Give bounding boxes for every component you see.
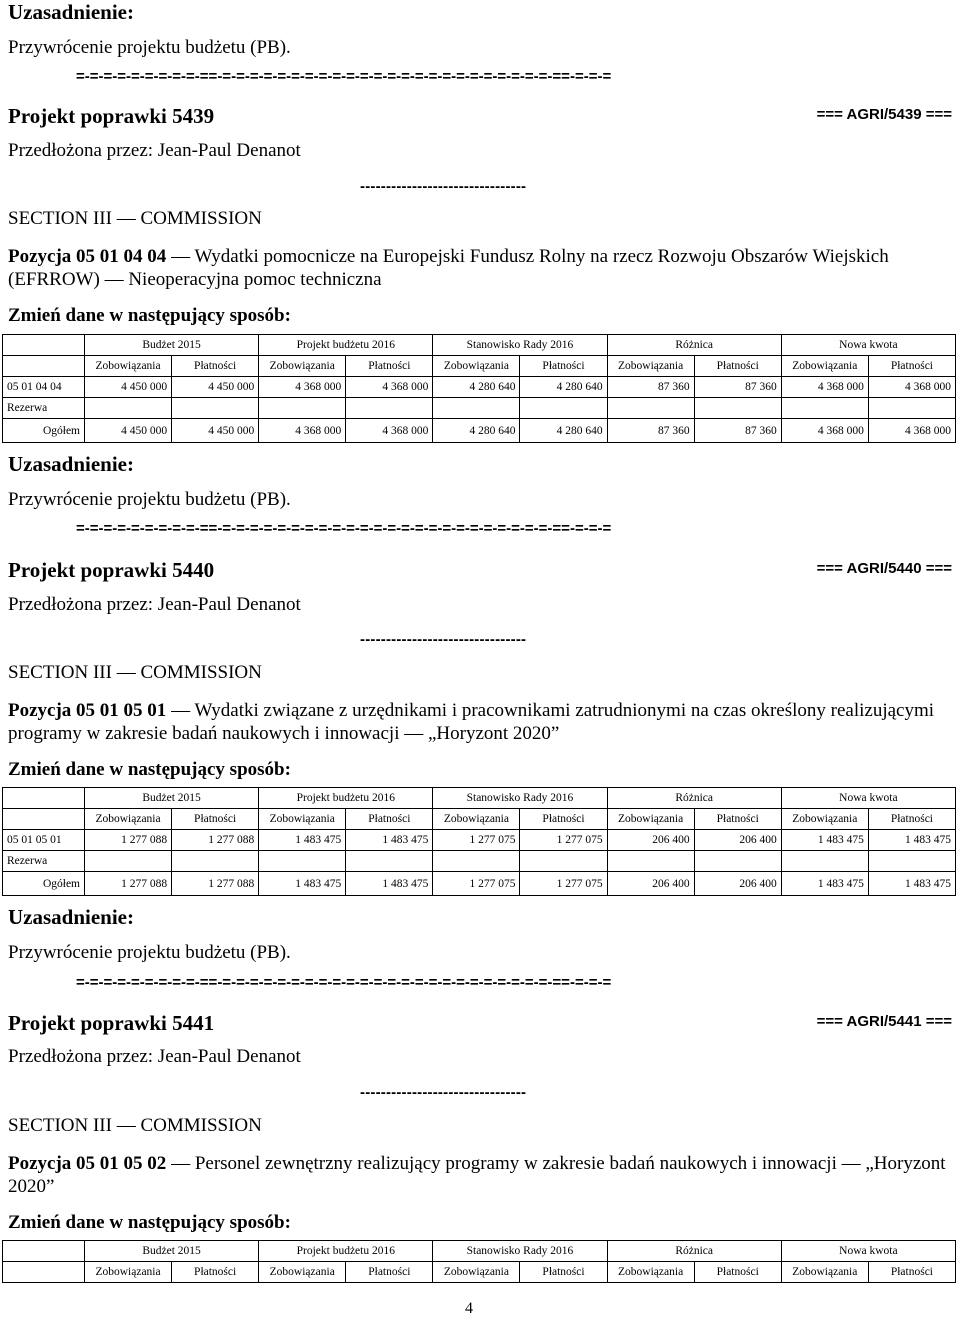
row-label: Ogółem (3, 419, 85, 443)
sub-header: Płatności (172, 356, 259, 377)
col-group-header: Różnica (607, 1241, 781, 1262)
sub-header: Płatności (346, 356, 433, 377)
sub-header: Zobowiązania (781, 1262, 868, 1283)
sub-header: Płatności (694, 809, 781, 830)
row-label: 05 01 05 01 (3, 830, 85, 851)
cell: 4 450 000 (85, 377, 172, 398)
cell: 4 450 000 (172, 377, 259, 398)
budget-table (2, 1240, 956, 1283)
col-group-header: Nowa kwota (781, 1241, 955, 1262)
col-group-header: Projekt budżetu 2016 (259, 788, 433, 809)
table-row (3, 398, 956, 419)
table-row (3, 851, 956, 872)
col-group-header: Stanowisko Rady 2016 (433, 1241, 607, 1262)
cell: 4 368 000 (259, 377, 346, 398)
dashes-line: -------------------------------- (360, 1084, 527, 1101)
justification-text-top: Przywrócenie projektu budżetu (PB). (8, 37, 291, 58)
col-group-header: Stanowisko Rady 2016 (433, 335, 607, 356)
sub-header: Zobowiązania (85, 809, 172, 830)
budget-table (2, 334, 956, 443)
cell: 87 360 (607, 377, 694, 398)
cell: 4 368 000 (868, 419, 955, 443)
row-label: Rezerwa (3, 851, 85, 872)
cell: 206 400 (694, 830, 781, 851)
cell: 206 400 (607, 830, 694, 851)
cell: 4 280 640 (520, 377, 607, 398)
cell: 87 360 (694, 377, 781, 398)
position-text: Wydatki pomocnicze na Europejski Fundusz Rolny na rzecz Rozwoju Obszarów Wiejskich (EFRROW) — Nieoperacyjna pomoc techniczna (8, 246, 889, 290)
row-label: 05 01 04 04 (3, 377, 85, 398)
sub-header: Zobowiązania (433, 809, 520, 830)
budget-position: Pozycja 05 01 05 02 — Personel zewnętrzny realizujący programy w zakresie badań naukowych i innowacji — „Horyzont 2020” (8, 1153, 946, 1197)
sub-header: Płatności (520, 1262, 607, 1283)
separator-line: =-=-=-=-=-=-=-=-=-==-=-=-=-=-=-=-=-=-=-=-=-=-=-=-=-=-=-=-=-=-=-=-=-=-==-=-=-= (76, 974, 612, 991)
tabled-by: Przedłożona przez: Jean-Paul Denanot (8, 140, 301, 161)
cell: 1 277 088 (172, 872, 259, 896)
amendment-title: Projekt poprawki 5441 (8, 1011, 215, 1035)
amendment-ref: === AGRI/5441 === (816, 1013, 952, 1030)
cell: 4 280 640 (433, 377, 520, 398)
cell: 4 368 000 (346, 419, 433, 443)
cell: 1 277 088 (85, 872, 172, 896)
budget-position: Pozycja 05 01 05 01 — Wydatki związane z urzędnikami i pracownikami zatrudnionymi na czas określony realizującymi programy w zakresie badań naukowych i innowacji — „Horyzont 2020” (8, 700, 935, 744)
cell: 1 277 075 (520, 872, 607, 896)
tabled-by: Przedłożona przez: Jean-Paul Denanot (8, 594, 301, 615)
cell: 1 483 475 (868, 872, 955, 896)
cell: 4 368 000 (346, 377, 433, 398)
col-group-header: Nowa kwota (781, 335, 955, 356)
justification-heading-top: Uzasadnienie: (8, 0, 134, 24)
col-group-header: Różnica (607, 335, 781, 356)
separator-line: =-=-=-=-=-=-=-=-=-==-=-=-=-=-=-=-=-=-=-=-=-=-=-=-=-=-=-=-=-=-=-=-=-=-==-=-=-= (76, 68, 612, 85)
position-code: Pozycja 05 01 05 02 (8, 1153, 167, 1174)
sub-header: Zobowiązania (259, 1262, 346, 1283)
table-row (3, 830, 956, 851)
cell: 1 277 088 (172, 830, 259, 851)
row-label: Rezerwa (3, 398, 85, 419)
cell: 1 277 088 (85, 830, 172, 851)
cell: 1 483 475 (346, 830, 433, 851)
col-group-header: Projekt budżetu 2016 (259, 1241, 433, 1262)
amendment-ref: === AGRI/5440 === (816, 560, 952, 577)
cell: 206 400 (694, 872, 781, 896)
justification-text: Przywrócenie projektu budżetu (PB). (8, 942, 291, 963)
budget-position: Pozycja 05 01 04 04 — Wydatki pomocnicze na Europejski Fundusz Rolny na rzecz Rozwoju Obszarów Wiejskich (EFRROW) — Nieoperacyjna pomoc techniczna (8, 246, 889, 290)
dashes-line: -------------------------------- (360, 178, 527, 195)
position-text: Personel zewnętrzny realizujący programy w zakresie badań naukowych i innowacji — „Horyzont 2020” (8, 1153, 946, 1197)
budget-table (2, 787, 956, 896)
sub-header: Zobowiązania (607, 356, 694, 377)
section-label: SECTION III — COMMISSION (8, 208, 262, 229)
page-number: 4 (465, 1300, 473, 1317)
sub-header: Zobowiązania (781, 356, 868, 377)
cell: 4 280 640 (433, 419, 520, 443)
amendment-title: Projekt poprawki 5439 (8, 104, 215, 128)
cell: 1 277 075 (433, 872, 520, 896)
col-group-header: Projekt budżetu 2016 (259, 335, 433, 356)
sub-header: Płatności (868, 1262, 955, 1283)
change-label: Zmień dane w następujący sposób: (8, 305, 291, 326)
col-group-header: Budżet 2015 (85, 788, 259, 809)
sub-header: Płatności (868, 356, 955, 377)
change-label: Zmień dane w następujący sposób: (8, 1212, 291, 1233)
cell: 4 368 000 (868, 377, 955, 398)
sub-header: Płatności (520, 809, 607, 830)
section-label: SECTION III — COMMISSION (8, 1115, 262, 1136)
table-row (3, 377, 956, 398)
col-group-header: Budżet 2015 (85, 1241, 259, 1262)
header-row-groups (3, 788, 956, 809)
justification-text: Przywrócenie projektu budżetu (PB). (8, 489, 291, 510)
sub-header: Płatności (346, 809, 433, 830)
position-code: Pozycja 05 01 04 04 (8, 246, 167, 267)
sub-header: Zobowiązania (433, 356, 520, 377)
cell: 1 483 475 (346, 872, 433, 896)
amendment-ref: === AGRI/5439 === (816, 106, 952, 123)
header-row-sub (3, 1262, 956, 1283)
cell: 1 483 475 (259, 830, 346, 851)
sub-header: Zobowiązania (781, 809, 868, 830)
cell: 87 360 (607, 419, 694, 443)
justification-heading: Uzasadnienie: (8, 452, 134, 476)
sub-header: Zobowiązania (259, 356, 346, 377)
cell: 4 368 000 (259, 419, 346, 443)
dashes-line: -------------------------------- (360, 631, 527, 648)
cell: 4 280 640 (520, 419, 607, 443)
sub-header: Zobowiązania (607, 809, 694, 830)
tabled-by: Przedłożona przez: Jean-Paul Denanot (8, 1046, 301, 1067)
sub-header: Zobowiązania (433, 1262, 520, 1283)
position-code: Pozycja 05 01 05 01 (8, 700, 167, 721)
table-row (3, 419, 956, 443)
justification-heading: Uzasadnienie: (8, 905, 134, 929)
position-text: Wydatki związane z urzędnikami i pracownikami zatrudnionymi na czas określony realizującymi programy w zakresie badań naukowych i innowacji — „Horyzont 2020” (8, 700, 935, 744)
cell: 87 360 (694, 419, 781, 443)
col-group-header: Nowa kwota (781, 788, 955, 809)
col-group-header: Budżet 2015 (85, 335, 259, 356)
cell: 4 368 000 (781, 419, 868, 443)
cell: 1 277 075 (520, 830, 607, 851)
separator-line: =-=-=-=-=-=-=-=-=-==-=-=-=-=-=-=-=-=-=-=-=-=-=-=-=-=-=-=-=-=-=-=-=-=-==-=-=-= (76, 520, 612, 537)
sub-header: Zobowiązania (85, 356, 172, 377)
sub-header: Płatności (694, 356, 781, 377)
sub-header: Płatności (172, 1262, 259, 1283)
sub-header: Zobowiązania (607, 1262, 694, 1283)
header-row-groups (3, 1241, 956, 1262)
col-group-header: Różnica (607, 788, 781, 809)
row-label: Ogółem (3, 872, 85, 896)
sub-header: Płatności (694, 1262, 781, 1283)
cell: 4 450 000 (85, 419, 172, 443)
sub-header: Płatności (520, 356, 607, 377)
change-label: Zmień dane w następujący sposób: (8, 759, 291, 780)
header-row-sub (3, 809, 956, 830)
col-group-header: Stanowisko Rady 2016 (433, 788, 607, 809)
sub-header: Płatności (868, 809, 955, 830)
cell: 1 483 475 (781, 872, 868, 896)
table-row (3, 872, 956, 896)
cell: 4 450 000 (172, 419, 259, 443)
cell: 1 277 075 (433, 830, 520, 851)
amendment-title: Projekt poprawki 5440 (8, 558, 215, 582)
cell: 1 483 475 (868, 830, 955, 851)
cell: 4 368 000 (781, 377, 868, 398)
cell: 1 483 475 (781, 830, 868, 851)
sub-header: Płatności (172, 809, 259, 830)
header-row-groups (3, 335, 956, 356)
cell: 206 400 (607, 872, 694, 896)
sub-header: Płatności (346, 1262, 433, 1283)
cell: 1 483 475 (259, 872, 346, 896)
sub-header: Zobowiązania (259, 809, 346, 830)
sub-header: Zobowiązania (85, 1262, 172, 1283)
section-label: SECTION III — COMMISSION (8, 662, 262, 683)
header-row-sub (3, 356, 956, 377)
